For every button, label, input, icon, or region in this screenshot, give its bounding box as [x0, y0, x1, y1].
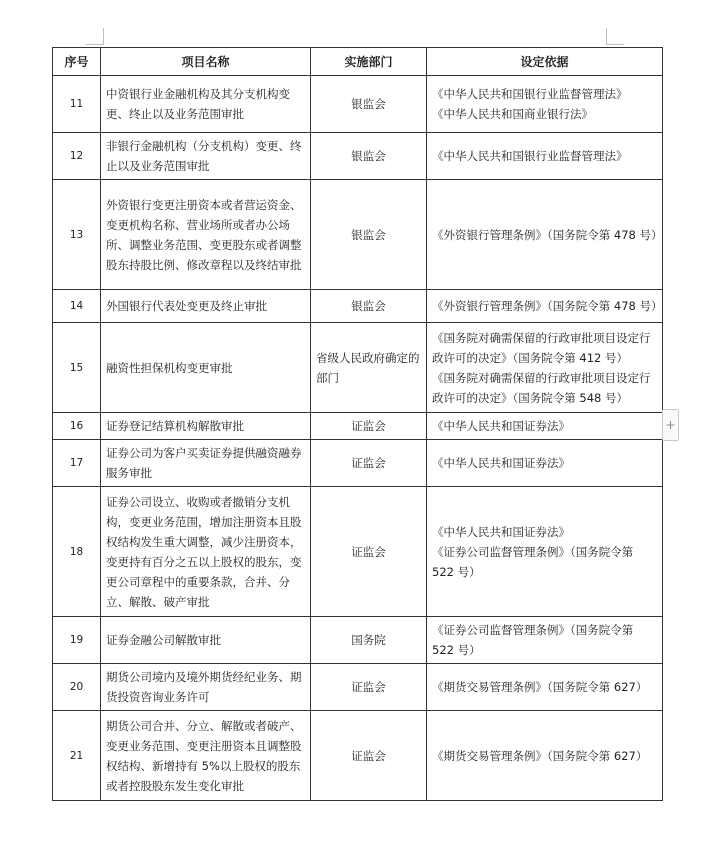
row-number: 11 [53, 76, 101, 133]
table-row [53, 664, 663, 711]
item-name: 非银行金融机构（分支机构）变更、终止以及业务范围审批 [101, 133, 311, 180]
department: 证监会 [311, 711, 427, 801]
department: 银监会 [311, 180, 427, 290]
department: 国务院 [311, 617, 427, 664]
table-row [53, 487, 663, 617]
legal-basis [427, 413, 663, 440]
table-row [53, 76, 663, 133]
item-name: 证券金融公司解散审批 [101, 617, 311, 664]
item-name: 期货公司合并、分立、解散或者破产、变更业务范围、变更注册资本且调整股权结构、新增持有 5%以上股权的股东或者控股股东发生变化审批 [101, 711, 311, 801]
margin-corner-mark [103, 28, 104, 45]
table-row [53, 440, 663, 487]
table-row [53, 413, 663, 440]
expand-handle-icon[interactable]: + [662, 409, 679, 441]
legal-basis [427, 487, 663, 617]
table-row [53, 711, 663, 801]
header-no: 序号 [53, 48, 101, 76]
table-row [53, 323, 663, 413]
legal-basis [427, 711, 663, 801]
legal-basis [427, 76, 663, 133]
department: 银监会 [311, 133, 427, 180]
legal-basis-line: 《外资银行管理条例》（国务院令第 478 号） [432, 227, 663, 242]
row-number: 17 [53, 440, 101, 487]
table-row [53, 180, 663, 290]
item-name: 证券公司为客户买卖证券提供融资融券服务审批 [101, 440, 311, 487]
legal-basis-line: 《中华人民共和国证券法》 [432, 456, 570, 470]
item-name: 证券登记结算机构解散审批 [101, 413, 311, 440]
header-dept: 实施部门 [311, 48, 427, 76]
department: 省级人民政府确定的部门 [311, 323, 427, 413]
row-number: 20 [53, 664, 101, 711]
row-number: 16 [53, 413, 101, 440]
margin-corner-mark [86, 44, 104, 45]
table-row [53, 290, 663, 323]
item-name: 证券公司设立、收购或者撤销分支机构，变更业务范围，增加注册资本且股权结构发生重大调整，减少注册资本，变更持有百分之五以上股权的股东，变更公司章程中的重要条款，合并、分立、解散、破产审批 [101, 487, 311, 617]
legal-basis [427, 133, 663, 180]
department: 证监会 [311, 487, 427, 617]
table-row [53, 617, 663, 664]
margin-corner-mark [606, 28, 607, 45]
legal-basis [427, 617, 663, 664]
legal-basis [427, 290, 663, 323]
item-name: 外国银行代表处变更及终止审批 [101, 290, 311, 323]
row-number: 15 [53, 323, 101, 413]
row-number: 14 [53, 290, 101, 323]
legal-basis-line: 《中华人民共和国银行业监督管理法》 [432, 87, 628, 101]
header-basis: 设定依据 [427, 48, 663, 76]
legal-basis-line: 《国务院对确需保留的行政审批项目设定行政许可的决定》（国务院令第 548 号） [432, 370, 651, 405]
department: 证监会 [311, 664, 427, 711]
department: 银监会 [311, 76, 427, 133]
row-number: 12 [53, 133, 101, 180]
table-header-row [53, 48, 663, 76]
margin-corner-mark [606, 44, 624, 45]
approval-items-table [52, 47, 663, 801]
row-number: 21 [53, 711, 101, 801]
row-number: 19 [53, 617, 101, 664]
legal-basis-line: 《期货交易管理条例》（国务院令第 627） [432, 680, 648, 694]
row-number: 13 [53, 180, 101, 290]
legal-basis [427, 664, 663, 711]
legal-basis-line: 《外资银行管理条例》（国务院令第 478 号） [432, 299, 663, 313]
legal-basis [427, 440, 663, 487]
item-name: 中资银行业金融机构及其分支机构变更、终止以及业务范围审批 [101, 76, 311, 133]
table-row [53, 133, 663, 180]
legal-basis-line: 《中华人民共和国证券法》 [432, 419, 570, 433]
item-name: 融资性担保机构变更审批 [101, 323, 311, 413]
department: 证监会 [311, 440, 427, 487]
legal-basis [427, 180, 663, 290]
department: 银监会 [311, 290, 427, 323]
legal-basis-line: 《中华人民共和国证券法》 [432, 524, 570, 539]
item-name: 外资银行变更注册资本或者营运资金、变更机构名称、营业场所或者办公场所、调整业务范围、变更股东或者调整股东持股比例、修改章程以及终结审批 [101, 180, 311, 290]
department: 证监会 [311, 413, 427, 440]
legal-basis-line: 《证券公司监督管理条例》（国务院令第 522 号） [432, 544, 634, 579]
row-number: 18 [53, 487, 101, 617]
legal-basis-line: 《证券公司监督管理条例》（国务院令第 522 号） [432, 623, 634, 657]
legal-basis-line: 《中华人民共和国银行业监督管理法》 [432, 149, 628, 163]
legal-basis-line: 《国务院对确需保留的行政审批项目设定行政许可的决定》（国务院令第 412 号） [432, 330, 651, 365]
legal-basis [427, 323, 663, 413]
item-name: 期货公司境内及境外期货经纪业务、期货投资咨询业务许可 [101, 664, 311, 711]
legal-basis-line: 《期货交易管理条例》（国务院令第 627） [432, 748, 648, 763]
header-name: 项目名称 [101, 48, 311, 76]
legal-basis-line: 《中华人民共和国商业银行法》 [432, 107, 593, 121]
